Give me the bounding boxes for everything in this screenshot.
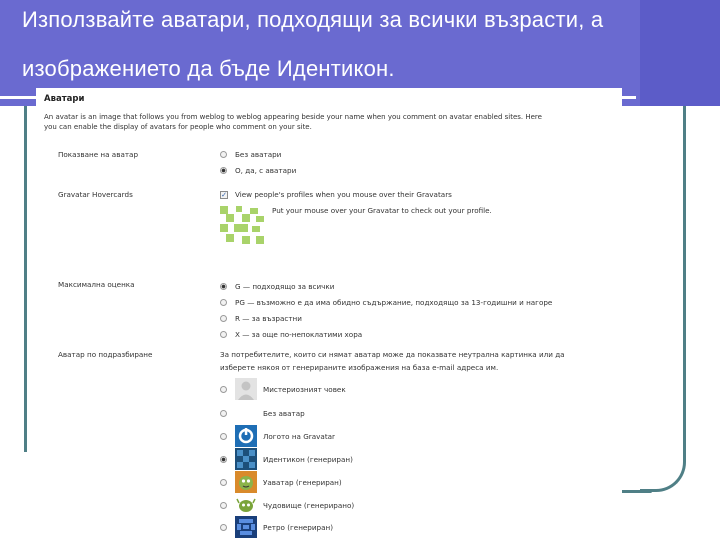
hovercards-label: Gravatar Hovercards <box>58 190 133 199</box>
show-avatars-option-none[interactable]: Без аватари <box>220 150 281 159</box>
frame-corner <box>640 430 686 492</box>
hovercards-checkbox-row[interactable]: ✓ View people's profiles when you mouse over their Gravatars <box>221 190 452 199</box>
default-avatar-option-monster[interactable]: Чудовище (генерирано) <box>220 494 354 516</box>
slide-title-line1: Използвайте аватари, подходящи за всички възрасти, а <box>22 7 604 32</box>
show-avatars-option-yes[interactable]: О, да, с аватари <box>220 166 296 175</box>
gravatar-logo-icon <box>235 425 257 447</box>
radio-button[interactable] <box>220 299 227 306</box>
monster-icon <box>235 494 257 516</box>
default-avatar-option-gravatar[interactable]: Логото на Gravatar <box>220 425 335 447</box>
radio-button[interactable] <box>220 386 227 393</box>
rating-option-pg[interactable]: PG — възможно е да има обидно съдържание, подходящо за 13-годишни и нагоре <box>220 298 552 307</box>
hovercards-hint: Put your mouse over your Gravatar to check out your profile. <box>272 206 492 215</box>
radio-button[interactable] <box>220 315 227 322</box>
default-avatar-label: Аватар по подразбиране <box>58 350 153 359</box>
header-underline-left <box>0 96 36 99</box>
rating-option-r[interactable]: R — за възрастни <box>220 314 302 323</box>
header-underline-right <box>622 96 636 99</box>
rating-option-x[interactable]: X — за още по-непоклатими хора <box>220 330 362 339</box>
default-avatar-option-retro[interactable]: Ретро (генериран) <box>220 516 333 538</box>
wavatar-icon <box>235 471 257 493</box>
blank-avatar-icon <box>235 402 257 424</box>
radio-button[interactable] <box>220 410 227 417</box>
hovercards-checkbox[interactable]: ✓ <box>221 190 227 199</box>
default-avatar-option-blank[interactable]: Без аватар <box>220 402 305 424</box>
radio-button-selected[interactable] <box>220 167 227 174</box>
radio-button[interactable] <box>220 524 227 531</box>
frame-left-border <box>24 106 27 452</box>
default-avatar-option-wavatar[interactable]: Уаватар (генериран) <box>220 471 342 493</box>
slide-header-accent <box>640 0 720 106</box>
radio-button-selected[interactable] <box>220 283 227 290</box>
rating-label: Максимална оценка <box>58 280 135 289</box>
slide-title-line2: изображението да бъде Идентикон. <box>22 56 395 81</box>
mystery-person-icon <box>235 378 257 400</box>
radio-button[interactable] <box>220 433 227 440</box>
avatar-settings-panel <box>36 88 622 540</box>
radio-button-selected[interactable] <box>220 456 227 463</box>
radio-button[interactable] <box>220 479 227 486</box>
default-avatar-help: За потребителите, които си нямат аватар може да показвате неутрална картинка или да изберете някоя от генерираните изображения на база e-mail адреса им. <box>220 350 565 372</box>
rating-option-g[interactable]: G — подходящо за всички <box>220 282 334 291</box>
radio-button[interactable] <box>220 151 227 158</box>
section-description: An avatar is an image that follows you from weblog to weblog appearing beside your name when you comment on avatar enabled sites. Here you can enable the display of avatars for people who comment on your site. <box>44 113 542 131</box>
identicon-preview-icon <box>220 206 264 246</box>
radio-button[interactable] <box>220 331 227 338</box>
default-avatar-option-mystery[interactable]: Мистериозният човек <box>220 378 346 400</box>
section-title: Аватари <box>44 94 85 104</box>
show-avatars-label: Показване на аватар <box>58 150 139 159</box>
radio-button[interactable] <box>220 502 227 509</box>
identicon-icon <box>235 448 257 470</box>
default-avatar-option-identicon[interactable]: Идентикон (генериран) <box>220 448 353 470</box>
frame-right-border <box>683 106 686 436</box>
retro-icon <box>235 516 257 538</box>
